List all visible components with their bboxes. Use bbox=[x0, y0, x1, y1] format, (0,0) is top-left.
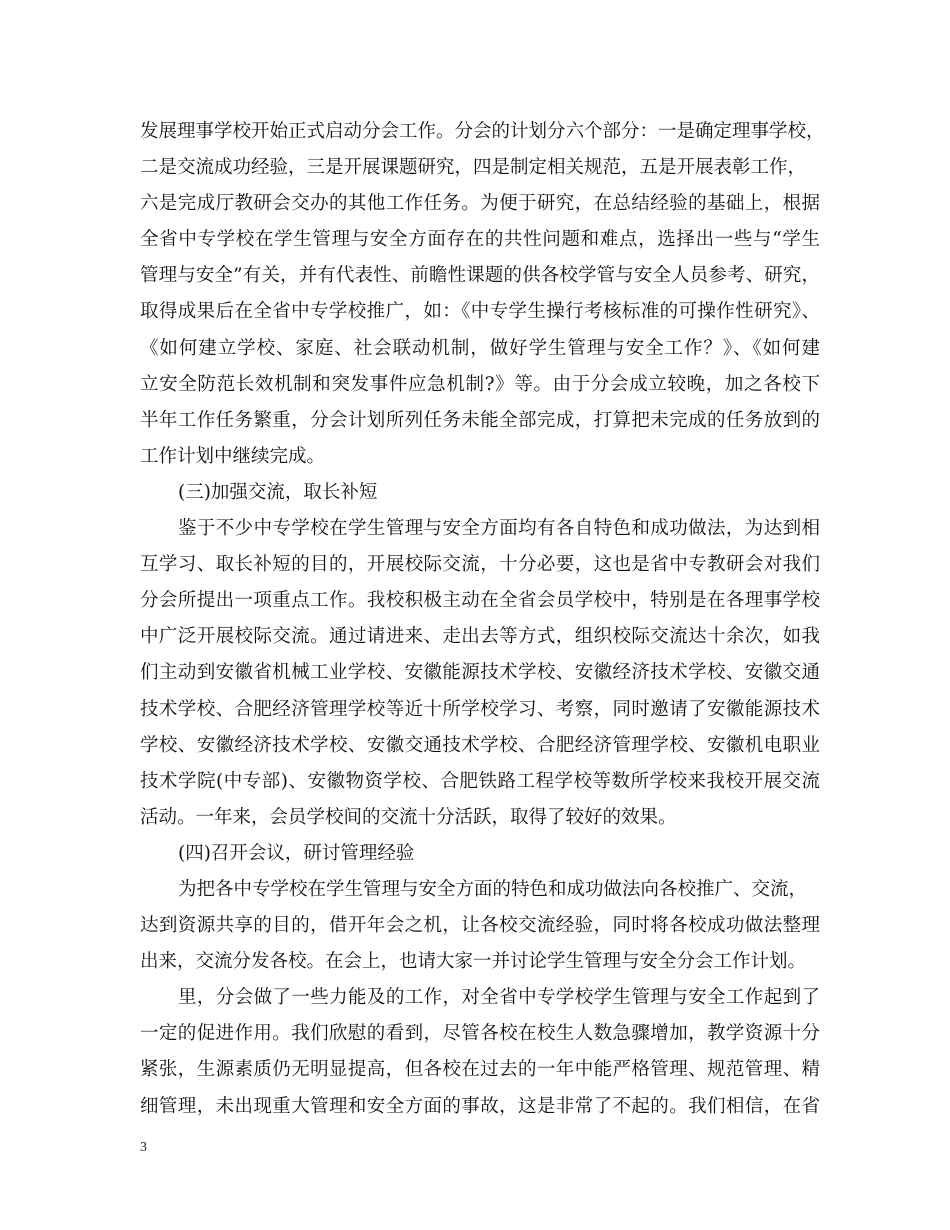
text-line: 全省中专学校在学生管理与安全方面存在的共性问题和难点，选择出一些与“学生 bbox=[140, 229, 820, 251]
text-line: 工作计划中继续完成。 bbox=[140, 445, 326, 467]
text-line: 为把各中专学校在学生管理与安全方面的特色和成功做法向各校推广、交流， bbox=[178, 878, 808, 900]
text-line: 鉴于不少中专学校在学生管理与安全方面均有各自特色和成功做法，为达到相 bbox=[178, 518, 820, 540]
text-line: (三)加强交流，取长补短 bbox=[178, 481, 378, 503]
text-line: 里，分会做了一些力能及的工作，对全省中专学校学生管理与安全工作起到了 bbox=[178, 987, 820, 1009]
text-line: 取得成果后在全省中专学校推广，如：《中专学生操行考核标准的可操作性研究》、 bbox=[140, 301, 820, 323]
text-line: 紧张，生源素质仍无明显提高，但各校在过去的一年中能严格管理、规范管理、精 bbox=[140, 1059, 820, 1081]
text-line: 管理与安全”有关，并有代表性、前瞻性课题的供各校学管与安全人员参考、研究， bbox=[140, 265, 820, 287]
document-body bbox=[140, 114, 825, 1125]
text-line: 一定的促进作用。我们欣慰的看到，尽管各校在校生人数急骤增加，教学资源十分 bbox=[140, 1023, 820, 1045]
text-line: 半年工作任务繁重，分会计划所列任务未能全部完成，打算把未完成的任务放到的 bbox=[140, 409, 820, 431]
text-line: 活动。一年来，会员学校间的交流十分活跃，取得了较好的效果。 bbox=[140, 806, 677, 828]
text-line: 技术学校、合肥经济管理学校等近十所学校学习、考察，同时邀请了安徽能源技术 bbox=[140, 698, 820, 720]
page-number: 3 bbox=[140, 1140, 147, 1155]
text-line: 学校、安徽经济技术学校、安徽交通技术学校、合肥经济管理学校、安徽机电职业 bbox=[140, 734, 820, 756]
text-line: 中广泛开展校际交流。通过请进来、走出去等方式，组织校际交流达十余次，如我 bbox=[140, 626, 820, 648]
text-line: 们主动到安徽省机械工业学校、安徽能源技术学校、安徽经济技术学校、安徽交通 bbox=[140, 662, 820, 684]
text-line: 细管理，未出现重大管理和安全方面的事故，这是非常了不起的。我们相信，在省 bbox=[140, 1095, 820, 1117]
text-line: (四)召开会议，研讨管理经验 bbox=[178, 842, 415, 864]
text-line: 分会所提出一项重点工作。我校积极主动在全省会员学校中，特别是在各理事学校 bbox=[140, 590, 820, 612]
text-line: 技术学院(中专部)、安徽物资学校、合肥铁路工程学校等数所学校来我校开展交流 bbox=[140, 770, 820, 792]
text-line: 互学习、取长补短的目的，开展校际交流，十分必要，这也是省中专教研会对我们 bbox=[140, 554, 820, 576]
text-line: 六是完成厅教研会交办的其他工作任务。为便于研究，在总结经验的基础上，根据 bbox=[140, 193, 820, 215]
text-line: 达到资源共享的目的，借开年会之机，让各校交流经验，同时将各校成功做法整理 bbox=[140, 915, 820, 937]
text-line: 发展理事学校开始正式启动分会工作。分会的计划分六个部分：一是确定理事学校， bbox=[140, 121, 825, 142]
text-line: 出来，交流分发各校。在会上，也请大家一并讨论学生管理与安全分会工作计划。 bbox=[140, 951, 807, 973]
text-line: 二是交流成功经验，三是开展课题研究，四是制定相关规范，五是开展表彰工作， bbox=[140, 157, 807, 179]
text-line: 立安全防范长效机制和突发事件应急机制?》等。由于分会成立较晚，加之各校下 bbox=[140, 373, 820, 395]
text-line: 《如何建立学校、家庭、社会联动机制，做好学生管理与安全工作？》、《如何建 bbox=[140, 337, 820, 359]
